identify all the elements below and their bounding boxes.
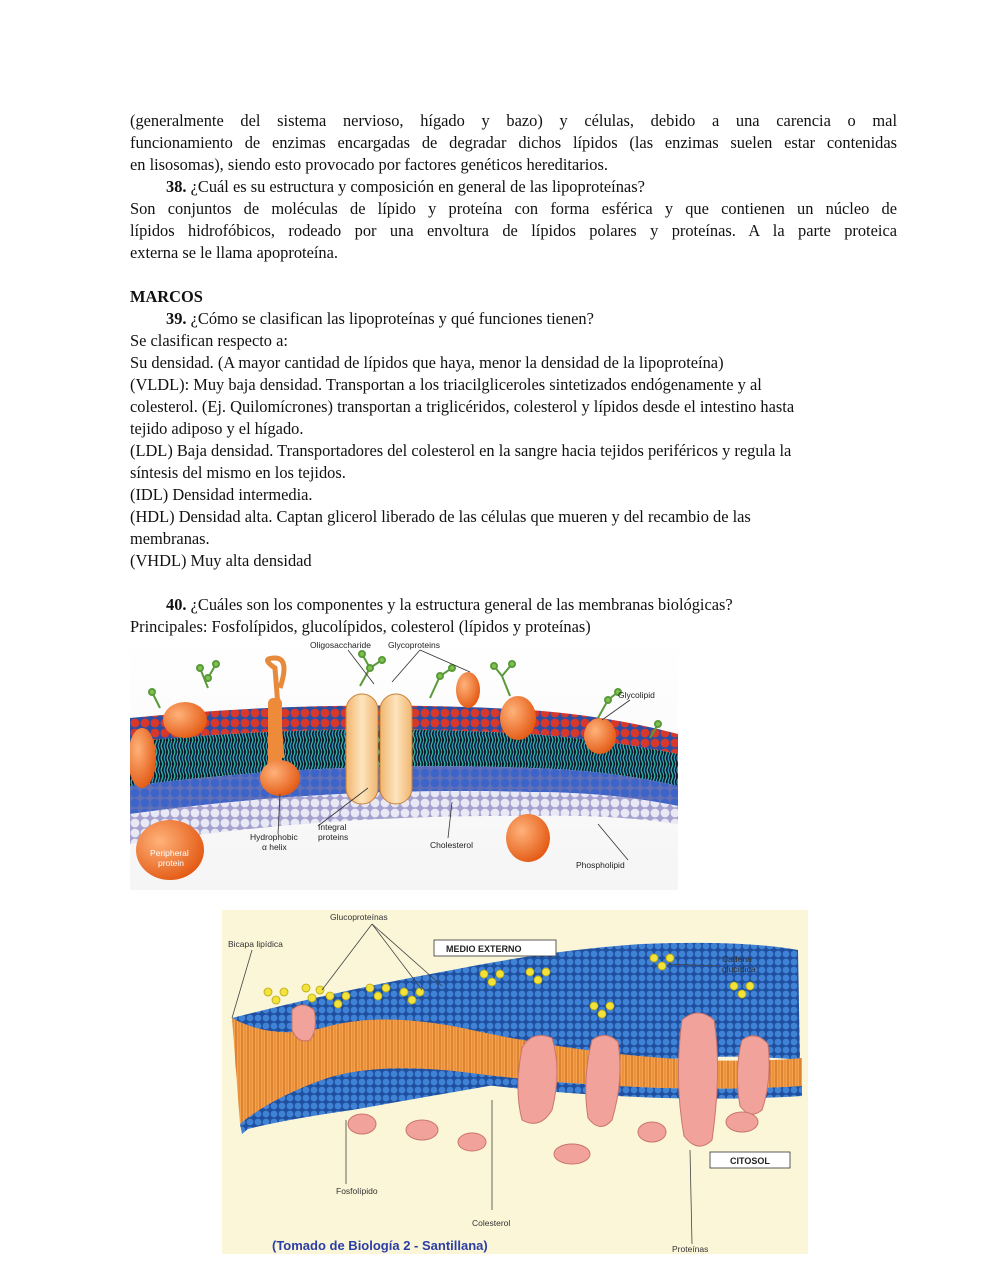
label-colesterol: Colesterol [472,1218,511,1228]
label-glycoproteins: Glycoproteins [388,640,440,650]
text-line: Se clasifican respecto a: [130,331,288,350]
glycoprotein-shape [584,718,616,754]
label-glucoproteinas: Glucoproteínas [330,912,388,922]
label-cadena-2: glucídica [722,964,756,974]
text-line: (VHDL) Muy alta densidad [130,551,312,570]
question-38 [130,176,933,198]
label-glycolipid: Glycolipid [618,690,655,700]
label-integral-2: proteins [318,832,349,842]
membrane-diagram-2-svg [222,910,808,1254]
question-number: 39. [166,309,187,328]
label-medio-externo: MEDIO EXTERNO [446,944,522,954]
protein-blob [163,702,207,738]
question-text: ¿Cómo se clasifican las lipoproteínas y qué funciones tienen? [190,309,594,328]
text-line: en lisosomas), siendo esto provocado por factores genéticos hereditarios. [130,155,608,174]
text-line: lípidos hidrofóbicos, rodeado por una envoltura de lípidos polares y proteínas. A la parte proteica [130,221,897,240]
text-line: Su densidad. (A mayor cantidad de lípidos que haya, menor la densidad de la lipoproteína) [130,353,724,372]
text-line: (IDL) Densidad intermedia. [130,485,313,504]
cholesterol-region-protein [506,814,550,862]
figure-credit: (Tomado de Biología 2 - Santillana) [272,1238,488,1253]
alpha-helix [268,698,282,768]
text-line: síntesis del mismo en los tejidos. [130,463,346,482]
text-line: colesterol. (Ej. Quilomícrones) transportan a triglicéridos, colesterol y lípidos desde el intestino hasta [130,397,795,416]
label-oligosaccharide: Oligosaccharide [310,640,371,650]
answer-40 [130,616,897,638]
membrane-diagram-svg [130,638,678,890]
text-line: funcionamiento de enzimas encargadas de degradar dichos lípidos (las enzimas suelen estar contenidas [130,133,897,152]
integral-protein-left [346,694,378,804]
question-number: 40. [166,595,187,614]
text-line: externa se le llama apoproteína. [130,243,338,262]
question-40 [130,594,933,616]
text-line: (generalmente del sistema nervioso, hígado y bazo) y células, debido a una carencia o mal [130,111,897,130]
question-number: 38. [166,177,187,196]
text-line: (VLDL): Muy baja densidad. Transportan a los triacilgliceroles sintetizados endógenamente y al [130,375,762,394]
answer-38 [130,198,897,264]
helix-anchor [260,760,300,796]
label-integral-1: Integral [318,822,347,832]
glycoprotein-shape [500,696,536,740]
question-text: ¿Cuál es su estructura y composición en general de las lipoproteínas? [190,177,645,196]
membrane-diagram-english [130,638,678,890]
label-peripheral-1: Peripheral [150,848,189,858]
label-fosfolipido: Fosfolípido [336,1186,378,1196]
membrane-diagram-spanish [222,910,808,1254]
label-cholesterol: Cholesterol [430,840,473,850]
text-line: (HDL) Densidad alta. Captan glicerol liberado de las células que mueren y del recambio de las [130,507,751,526]
question-text: ¿Cuáles son los componentes y la estructura general de las membranas biológicas? [190,595,733,614]
glycoprotein-shape [456,672,480,708]
label-hydrophobic-2: α helix [262,842,287,852]
integral-protein-right [380,694,412,804]
label-phospholipid: Phospholipid [576,860,625,870]
label-cadena-1: Cadena [722,954,752,964]
text-line: membranas. [130,529,210,548]
text-line: Principales: Fosfolípidos, glucolípidos, colesterol (lípidos y proteínas) [130,617,591,636]
answer-39 [130,330,897,572]
text-line: Son conjuntos de moléculas de lípido y proteína con forma esférica y que contienen un núcleo de [130,199,897,218]
label-proteinas: Proteínas [672,1244,709,1254]
label-citosol: CITOSOL [730,1156,770,1166]
label-bicapa: Bicapa lipídica [228,939,283,949]
text-line: tejido adiposo y el hígado. [130,419,304,438]
intro-paragraph [130,110,897,176]
label-hydrophobic-1: Hydrophobic [250,832,298,842]
section-heading: MARCOS [130,287,203,306]
text-line: (LDL) Baja densidad. Transportadores del colesterol en la sangre hacia tejidos periféricos y regula la [130,441,792,460]
label-peripheral-2: protein [158,858,184,868]
question-39 [130,308,933,330]
